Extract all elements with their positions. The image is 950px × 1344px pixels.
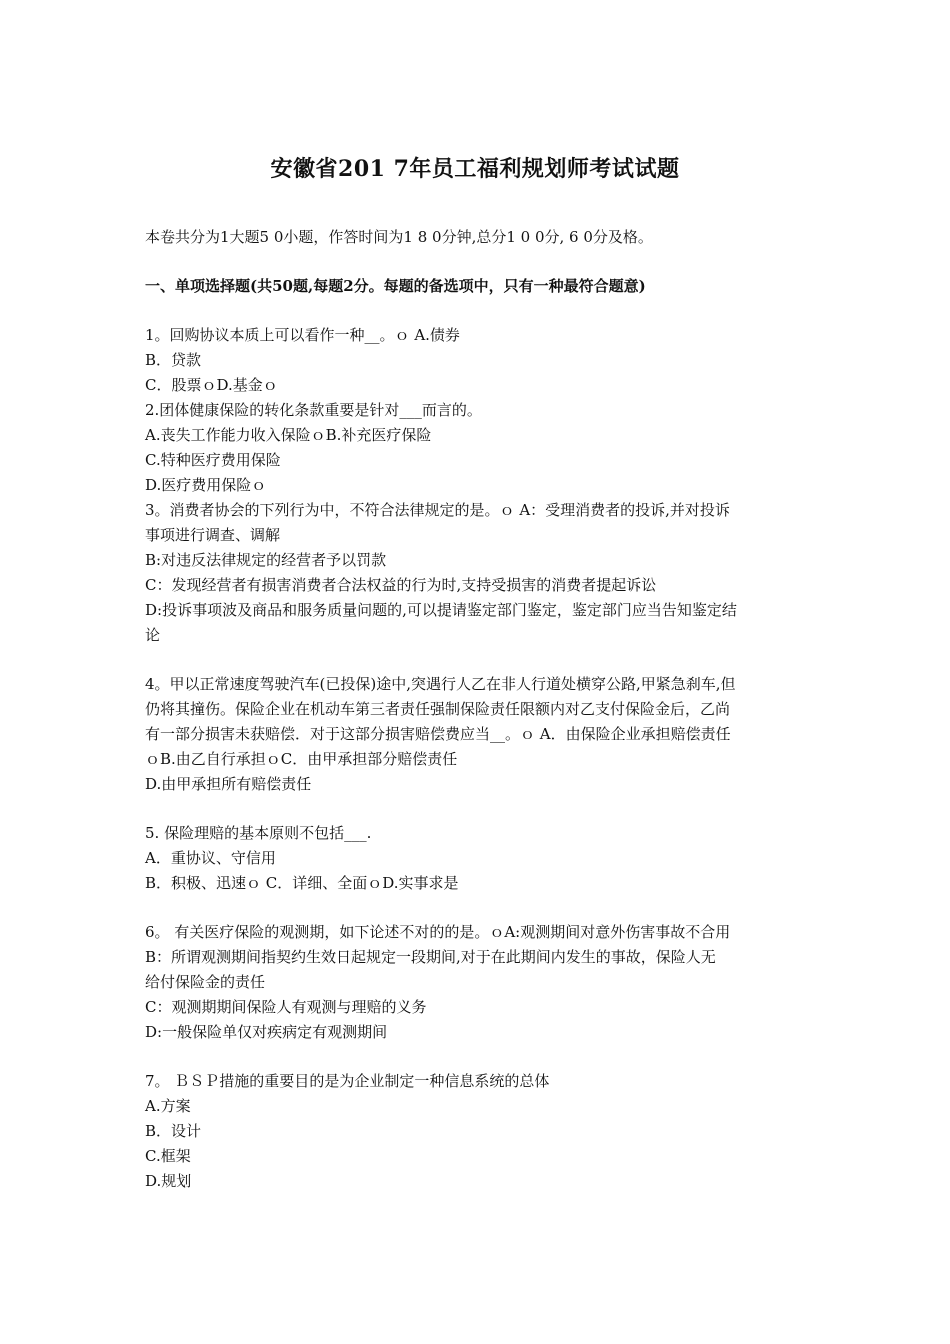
text-line: D:投诉事项波及商品和服务质量问题的,可以提请鉴定部门鉴定，鉴定部门应当告知鉴定结: [145, 601, 737, 619]
text-line: ｏB.由乙自行承担ｏC．由甲承担部分赔偿责任: [145, 750, 458, 768]
text-line: 仍将其撞伤。保险企业在机动车第三者责任强制保险责任限额内对乙支付保险金后，乙尚: [145, 700, 731, 718]
text-line: 1。回购协议本质上可以看作一种__。ｏ A.债券: [145, 326, 460, 344]
text-line: 5. 保险理赔的基本原则不包括___.: [145, 824, 372, 842]
page-title: 安徽省201 7年员工福利规划师考试试题: [270, 156, 680, 182]
section-heading: 一、单项选择题(共50题,每题2分。每题的备选项中，只有一种最符合题意): [145, 277, 646, 295]
text-line: B．积极、迅速ｏ C．详细、全面ｏD.实事求是: [145, 874, 459, 892]
text-line: D.由甲承担所有赔偿责任: [145, 775, 312, 793]
text-line: D.规划: [145, 1172, 192, 1190]
text-line: B．贷款: [145, 351, 202, 369]
text-line: D.医疗费用保险ｏ: [145, 476, 267, 494]
text-line: 3。消费者协会的下列行为中，不符合法律规定的是。ｏ A：受理消费者的投诉,并对投诉: [145, 501, 730, 519]
text-line: 4。甲以正常速度驾驶汽车(已投保)途中,突遇行人乙在非人行道处横穿公路,甲紧急刹车,但: [145, 675, 736, 693]
text-line: C：发现经营者有损害消费者合法权益的行为时,支持受损害的消费者提起诉讼: [145, 576, 657, 594]
text-line: A.丧失工作能力收入保险ｏB.补充医疗保险: [145, 426, 432, 444]
text-line: B：所谓观测期间指契约生效日起规定一段期间,对于在此期间内发生的事故，保险人无: [145, 948, 716, 966]
text-line: 有一部分损害未获赔偿．对于这部分损害赔偿费应当__。ｏ A．由保险企业承担赔偿责任: [145, 725, 731, 743]
text-line: C.框架: [145, 1147, 191, 1165]
text-line: D:一般保险单仅对疾病定有观测期间: [145, 1023, 388, 1041]
text-line: C：观测期期间保险人有观测与理赔的义务: [145, 998, 427, 1016]
text-line: B:对违反法律规定的经营者予以罚款: [145, 551, 387, 569]
text-line: 论: [145, 626, 161, 644]
text-line: 给付保险金的责任: [145, 973, 266, 991]
intro-text: 本卷共分为1大题5 0小题，作答时间为1 8 0分钟,总分1 0 0分, 6 0分及格。: [145, 228, 653, 246]
text-line: 6。 有关医疗保险的观测期，如下论述不对的的是。ｏA:观测期间对意外伤害事故不合用: [145, 923, 731, 941]
text-line: C.特种医疗费用保险: [145, 451, 281, 469]
text-line: 2.团体健康保险的转化条款重要是针对___而言的。: [145, 401, 482, 419]
text-line: C．股票ｏD.基金ｏ: [145, 376, 278, 394]
text-line: 事项进行调查、调解: [145, 526, 281, 544]
text-line: A.方案: [145, 1097, 191, 1115]
text-line: A．重协议、守信用: [145, 849, 276, 867]
text-line: B．设计: [145, 1122, 202, 1140]
text-line: 7。 ＢＳＰ措施的重要目的是为企业制定一种信息系统的总体: [145, 1072, 550, 1090]
